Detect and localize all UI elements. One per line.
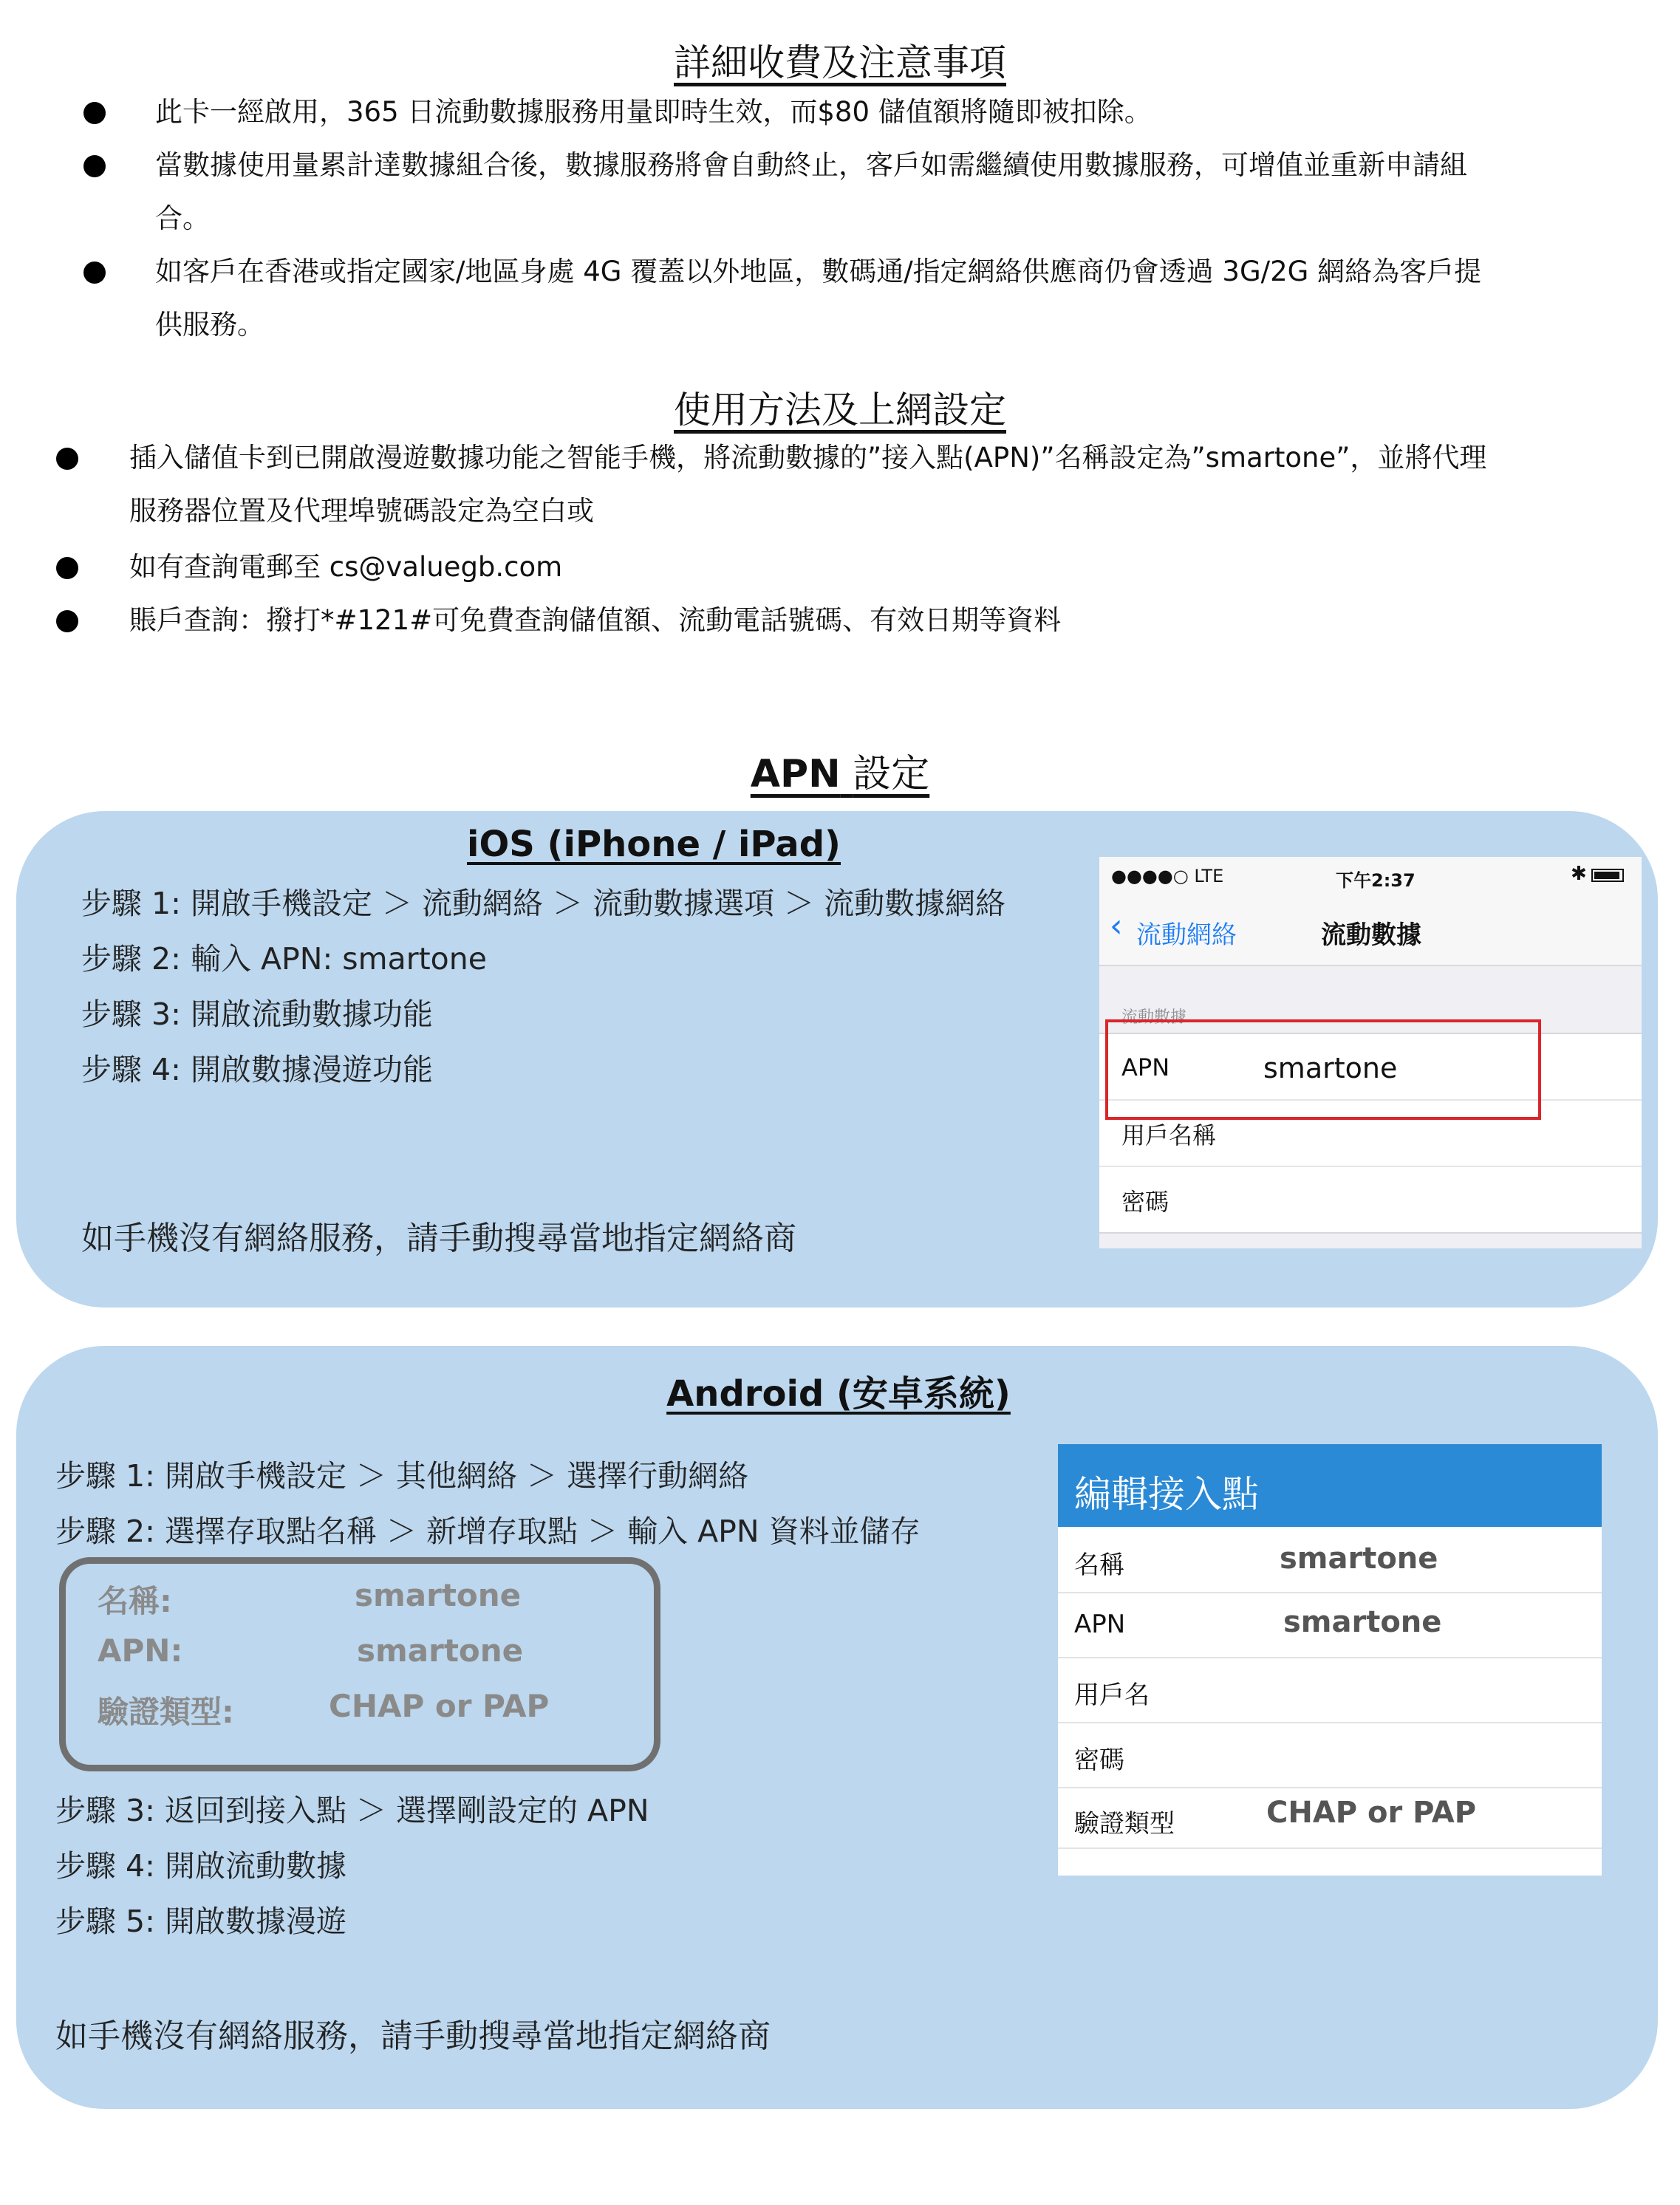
android-row-label: 名稱 (1074, 1551, 1124, 1580)
bullet-dot (56, 448, 78, 470)
android-step-4: 步驟 4: 開啟流動數據 (55, 1848, 346, 1884)
ios-note: 如手機沒有網絡服務，請手動搜尋當地指定網絡商 (81, 1220, 796, 1257)
android-step-2: 步驟 2: 選擇存取點名稱 ＞ 新增存取點 ＞ 輸入 APN 資料並儲存 (55, 1514, 921, 1549)
ios-step-4: 步驟 4: 開啟數據漫遊功能 (81, 1052, 433, 1087)
apn-title (0, 742, 1680, 798)
usage-item-2: 如有查詢電郵至 cs@valuegb.com (129, 551, 563, 583)
android-row-password[interactable] (1058, 1723, 1602, 1787)
android-row-value[interactable]: CHAP or PAP (1266, 1796, 1477, 1830)
apn-title-zh: 設定 (853, 752, 930, 796)
usage-item-3: 賬戶查詢：撥打*#121#可免費查詢儲值額、流動電話號碼、有效日期等資料 (129, 604, 1062, 636)
ios-status-bar (1099, 857, 1642, 894)
fees-item-1: 此卡一經啟用，365 日流動數據服務用量即時生效，而$80 儲值額將隨即被扣除。 (155, 96, 1152, 128)
android-row-label: 密碼 (1074, 1746, 1124, 1775)
apn-info-label: 驗證類型: (98, 1694, 234, 1730)
battery-icon (1591, 869, 1624, 882)
fees-item-2-cont: 合。 (155, 202, 210, 234)
android-row-value[interactable]: smartone (1280, 1542, 1438, 1576)
divider (1058, 1847, 1602, 1849)
chevron-left-icon[interactable]: ‹ (1110, 907, 1123, 945)
ios-row-password[interactable] (1099, 1166, 1642, 1234)
android-step-1: 步驟 1: 開啟手機設定 ＞ 其他網絡 ＞ 選擇行動網絡 (55, 1458, 749, 1494)
fees-item-2: 當數據使用量累計達數據組合後，數據服務將會自動終止，客戶如需繼續使用數據服務，可增值並重新申請組 (155, 149, 1467, 181)
android-apn-screenshot (1058, 1444, 1602, 1876)
apn-info-label: APN: (98, 1633, 183, 1669)
ios-title: iOS (iPhone / iPad) (467, 824, 841, 865)
bullet-dot (56, 557, 78, 579)
bullet-dot (56, 610, 78, 632)
android-header-title: 編輯接入點 (1074, 1473, 1259, 1516)
ios-nav-bar (1099, 894, 1642, 966)
ios-row-label: APN (1121, 1053, 1170, 1081)
android-note: 如手機沒有網絡服務，請手動搜尋當地指定網絡商 (55, 2017, 771, 2055)
android-row-name[interactable] (1058, 1527, 1602, 1592)
ios-nav-title: 流動數據 (1321, 920, 1421, 950)
android-step-3: 步驟 3: 返回到接入點 ＞ 選擇剛設定的 APN (55, 1793, 649, 1828)
apn-title-en: APN (750, 752, 841, 796)
highlight-box (1105, 1019, 1541, 1120)
usage-item-1-cont: 服務器位置及代理埠號碼設定為空白或 (129, 495, 594, 527)
apn-info-value: smartone (355, 1577, 522, 1613)
usage-title: 使用方法及上網設定 (674, 389, 1006, 431)
android-title: Android (安卓系統) (666, 1373, 1011, 1415)
android-header-bar (1058, 1444, 1602, 1527)
android-row-apn[interactable] (1058, 1593, 1602, 1657)
bullet-dot (83, 155, 106, 177)
ios-row-label: 用戶名稱 (1121, 1121, 1217, 1149)
ios-section-header: 流動數據 (1121, 1008, 1187, 1027)
apn-info-value: CHAP or PAP (329, 1688, 550, 1724)
android-step-5: 步驟 5: 開啟數據漫遊 (55, 1904, 346, 1939)
ios-time: 下午2:37 (1336, 870, 1416, 891)
ios-step-1: 步驟 1: 開啟手機設定 ＞ 流動網絡 ＞ 流動數據選項 ＞ 流動數據網絡 (81, 886, 1006, 921)
ios-settings-screenshot (1099, 857, 1642, 1248)
bullet-dot (83, 261, 106, 284)
fees-item-3-cont: 供服務。 (155, 309, 264, 341)
android-row-label: 用戶名 (1074, 1681, 1150, 1710)
apn-info-label: 名稱: (98, 1583, 172, 1619)
fees-title: 詳細收費及注意事項 (674, 41, 1006, 84)
bullet-dot (83, 102, 106, 124)
android-row-username[interactable] (1058, 1658, 1602, 1722)
android-row-value[interactable]: smartone (1283, 1605, 1442, 1639)
android-row-auth[interactable] (1058, 1788, 1602, 1847)
ios-row-label: 密碼 (1121, 1188, 1169, 1216)
ios-back-button[interactable]: 流動網絡 (1136, 920, 1237, 950)
usage-item-1: 插入儲值卡到已開啟漫遊數據功能之智能手機，將流動數據的”接入點(APN)”名稱設定為”smartone”，並將代理 (129, 442, 1487, 474)
android-row-label: 驗證類型 (1074, 1809, 1175, 1839)
ios-step-2: 步驟 2: 輸入 APN: smartone (81, 941, 487, 977)
ios-carrier: ●●●●○ LTE (1111, 866, 1224, 886)
ios-step-3: 步驟 3: 開啟流動數據功能 (81, 996, 433, 1032)
fees-item-3: 如客戶在香港或指定國家/地區身處 4G 覆蓋以外地區，數碼通/指定網絡供應商仍會透過 3G/2G 網絡為客戶提 (155, 256, 1482, 287)
android-row-label: APN (1074, 1610, 1126, 1639)
bluetooth-icon: ✱ (1571, 863, 1587, 885)
apn-info-value: smartone (357, 1633, 524, 1669)
ios-apn-value[interactable]: smartone (1263, 1052, 1398, 1084)
